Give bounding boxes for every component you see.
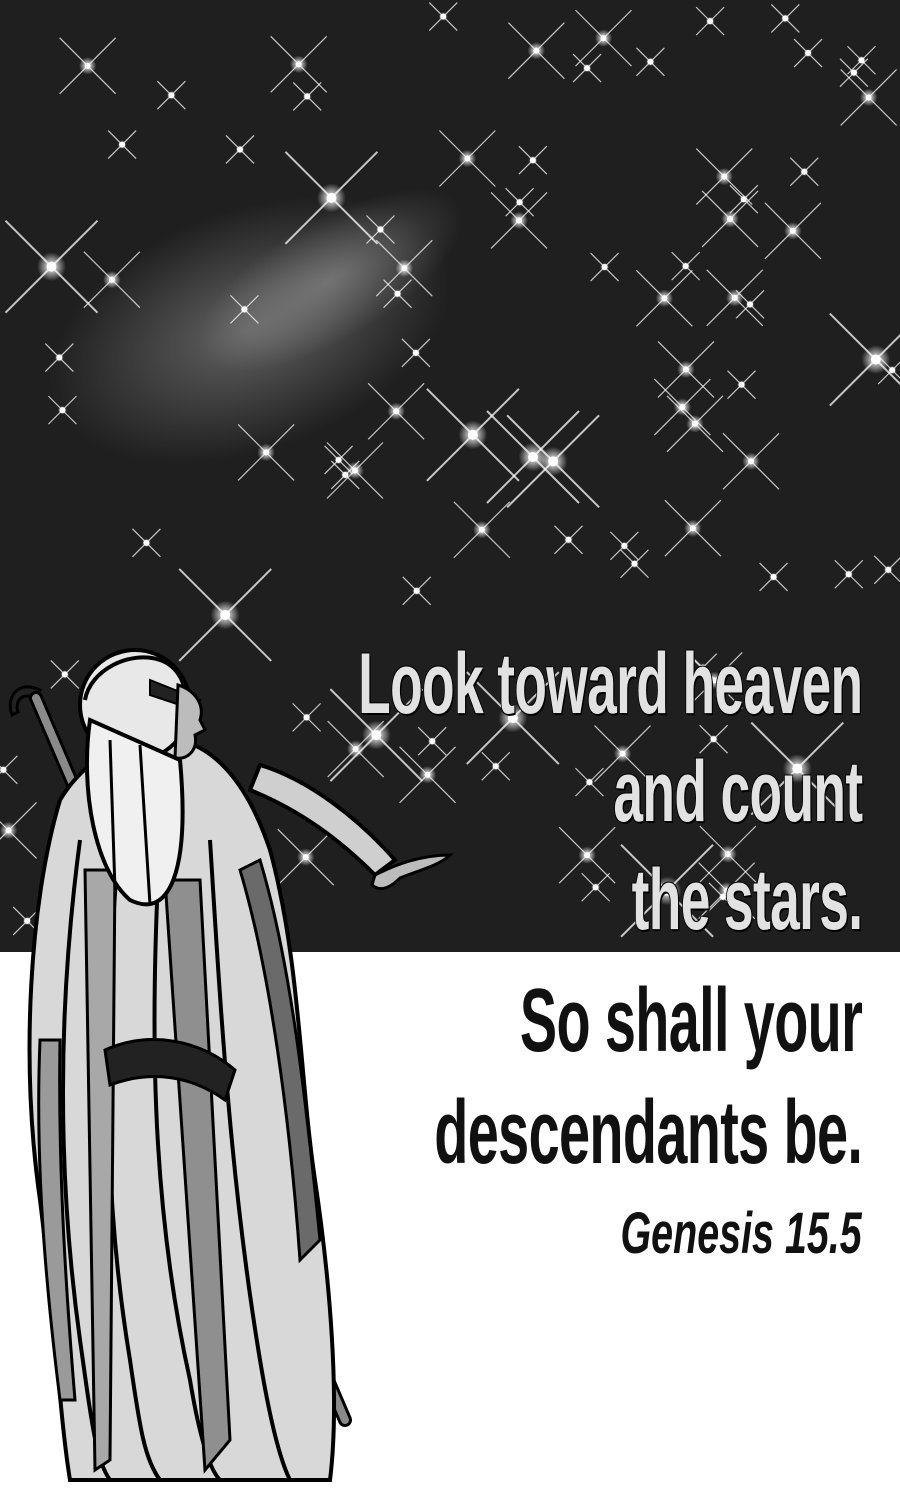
star <box>874 556 900 584</box>
star <box>790 158 818 186</box>
star <box>771 4 799 32</box>
star <box>658 341 714 397</box>
star <box>610 532 638 560</box>
star <box>132 529 160 557</box>
verse-line-5: descendants be. <box>434 1083 862 1183</box>
star <box>702 191 758 247</box>
star <box>707 270 763 326</box>
star <box>60 38 116 94</box>
star <box>519 146 547 174</box>
star <box>454 502 510 558</box>
star <box>575 10 631 66</box>
star <box>293 82 321 110</box>
star <box>794 39 822 67</box>
verse-line-1: Look toward heaven <box>357 636 862 732</box>
star <box>271 36 327 92</box>
star <box>429 3 457 31</box>
star <box>5 221 97 313</box>
verse-line-3: the stars. <box>631 852 862 948</box>
star <box>696 149 752 205</box>
star <box>621 550 649 578</box>
star <box>108 131 136 159</box>
star <box>723 433 779 489</box>
star <box>835 560 863 588</box>
star <box>636 270 692 326</box>
star <box>841 69 897 125</box>
star <box>760 563 788 591</box>
star <box>765 203 821 259</box>
star <box>696 7 724 35</box>
star <box>573 54 601 82</box>
star <box>665 500 721 556</box>
star <box>427 389 519 481</box>
star <box>591 253 619 281</box>
star <box>672 252 700 280</box>
verse-line-4: So shall your <box>519 971 862 1071</box>
star <box>508 23 564 79</box>
star <box>327 442 383 498</box>
star <box>555 526 583 554</box>
star <box>636 48 664 76</box>
star <box>403 577 431 605</box>
patriarch-figure-icon <box>0 640 470 1503</box>
scripture-reference: Genesis 15.5 <box>620 1201 862 1266</box>
star <box>728 371 756 399</box>
star <box>368 383 424 439</box>
star <box>667 396 723 452</box>
star <box>226 135 254 163</box>
verse-line-2: and count <box>612 744 862 840</box>
star <box>157 81 185 109</box>
star <box>730 185 758 213</box>
star <box>439 131 495 187</box>
star <box>830 314 900 406</box>
